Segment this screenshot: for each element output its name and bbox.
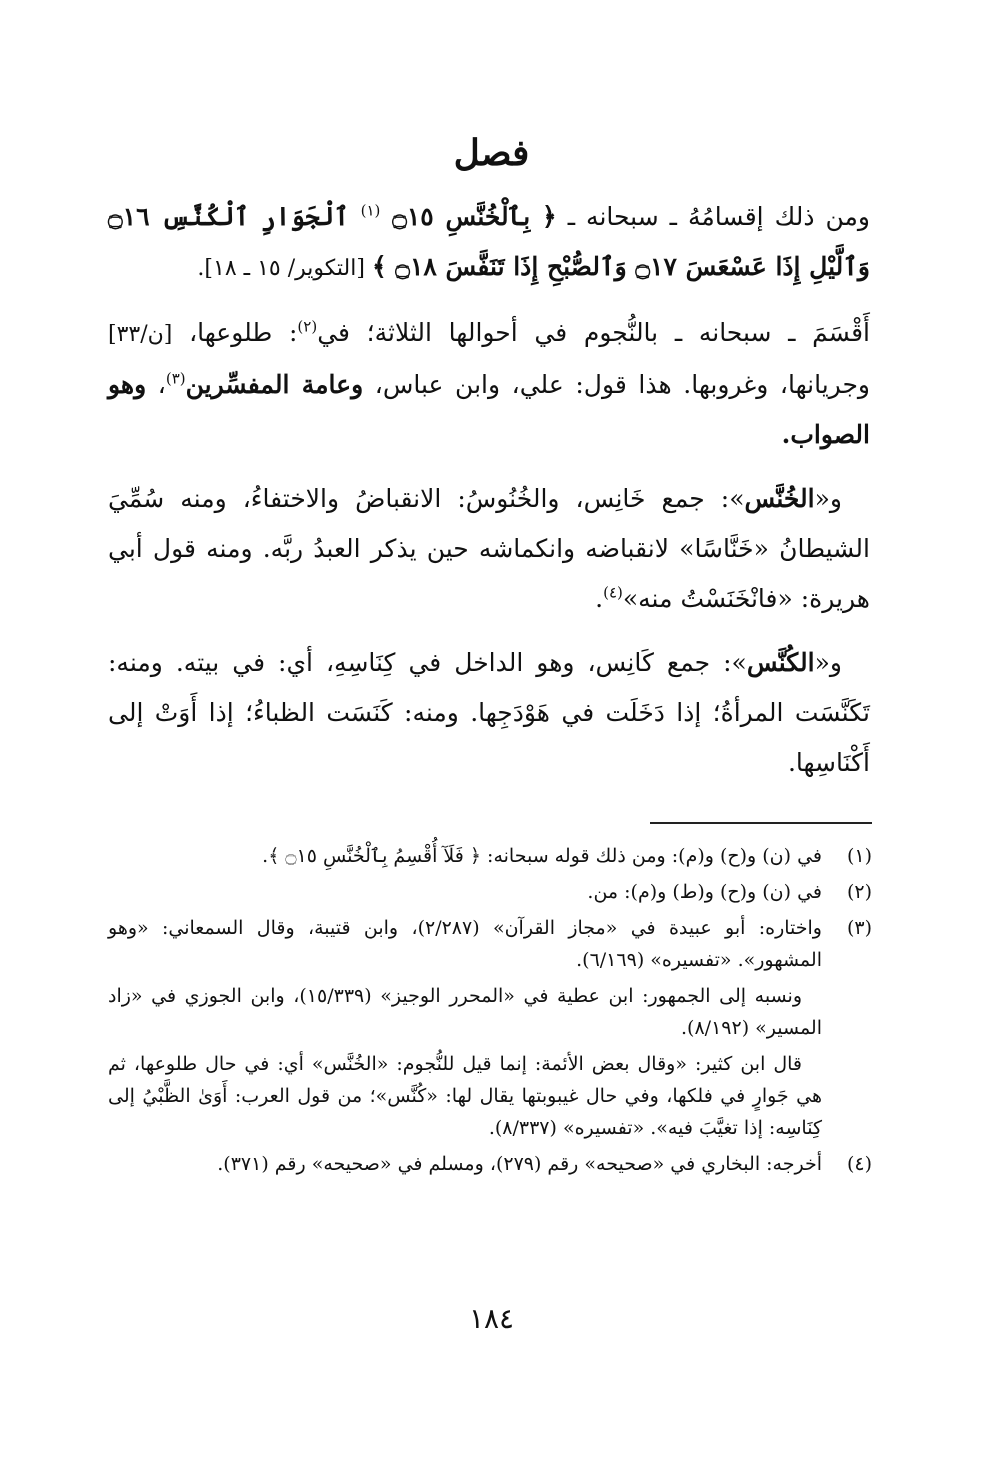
footnote-number: (٤) [846,1153,872,1175]
manuscript-marker: [ن/٣٣] [108,322,173,347]
paragraph-kunnas [108,638,870,788]
text: »: جمع كَانِس، وهو الداخل في كِنَاسِهِ، أي: في بيته. ومنه: تَكَنَّسَت المرأةُ؛ إذا دَخَلَت في هَوْدَجِها. ومنه: كَنَسَت الظباءُ؛ إذا أَوَتْ إلى أَكْنَاسِها. [108,648,870,777]
defined-term: الخُنَّس [744,484,815,513]
footnote-2 [108,876,872,908]
paragraph-verse [108,192,870,294]
footnote-text: في (ن) و(ح) و(م): ومن ذلك قوله سبحانه: ﴿ فَلَآ أُقْسِمُ بِٱلْخُنَّسِ ۝١٥ ﴾. [262,845,822,867]
text: . [595,584,604,613]
footnote-4 [108,1148,872,1180]
footnote-number: (١) [846,845,872,867]
text: و« [814,648,842,677]
text: »: جمع خَانِس، والخُنُوسُ: الانقباضُ والاختفاءُ، ومنه سُمِّيَ الشيطانُ «خَنَّاسًا» لانقباضه وانكماشه حين يذكر العبدُ ربَّه. ومنه قول أبي هريرة: «فانْخَنَسْتُ منه» [108,484,870,613]
footnote-ref-1: (١) [360,201,381,220]
intro-text: ومن ذلك إقسامُهُ ـ سبحانه ـ [556,202,870,231]
text: : طلوعها، [172,318,298,347]
text: أَقْسَمَ ـ سبحانه ـ بالنُّجوم في أحوالها الثلاثة؛ في [317,318,870,347]
bold-text: وعامة المفسِّرين [185,370,364,399]
footnote-number: (٣) [846,917,872,939]
footnote-ref-2: (٢) [297,317,318,336]
footnote-text: واختاره: أبو عبيدة في «مجاز القرآن» (٢/٢٨٧)، وابن قتيبة، وقال السمعاني: «وهو المشهور». «تفسيره» (٦/١٦٩). [108,917,822,971]
text: و« [814,484,842,513]
footnote-ref-3: (٣) [165,369,186,388]
footnote-1 [108,840,872,872]
text: وجريانها، وغروبها. هذا قول: علي، وابن عباس، [363,370,870,399]
main-text [108,192,870,802]
footnote-3 [108,912,872,976]
quran-verse-part-b: ٱلْجَوَارِ ٱلْكُنَّسِ ۝١٦ وَٱلَّيْلِ إِذَا عَسْعَسَ ۝١٧ وَٱلصُّبْحِ إِذَا تَنَفَّسَ ۝١٨ ﴾ [108,202,870,281]
footnote-number: (٢) [846,881,872,903]
verse-reference: [التكوير/ ١٥ ـ ١٨]. [197,256,372,281]
page-number: ١٨٤ [468,1302,515,1335]
section-title: فصل [453,132,530,174]
defined-term: الكُنَّس [746,648,815,677]
footnotes [108,840,872,1184]
footnote-3-continuation-2: قال ابن كثير: «وقال بعض الأئمة: إنما قيل للنُّجوم: «الخُنَّس» أي: في حال طلوعها، ثم هي جَوارٍ في فلكها، وفي حال غيبوبتها يقال لها: «كُنَّس»؛ من قول العرب: أَوَىٰ الظَّبْيُ إلى كِنَاسِه: إذا تغيَّبَ فيه». «تفسيره» (٨/٣٣٧). [108,1053,822,1139]
footnote-text: في (ن) و(ح) و(ط) و(م): من. [587,881,822,903]
footnote-text: أخرجه: البخاري في «صحيحه» رقم (٢٧٩)، ومسلم في «صحيحه» رقم (٣٧١). [217,1153,822,1175]
text: ، [146,370,166,399]
footnote-separator [650,822,872,824]
bold-text: وهو الصواب. [108,370,870,449]
quran-verse-part-a: ﴿ بِٱلْخُنَّسِ ۝١٥ [380,202,557,231]
paragraph-khunnas [108,474,870,624]
footnote-3-continuation-1: ونسبه إلى الجمهور: ابن عطية في «المحرر الوجيز» (١٥/٣٣٩)، وابن الجوزي في «زاد المسير» (٨/١٩٢). [108,985,822,1039]
footnote-ref-4: (٤) [603,583,623,602]
paragraph-stars [108,308,870,460]
